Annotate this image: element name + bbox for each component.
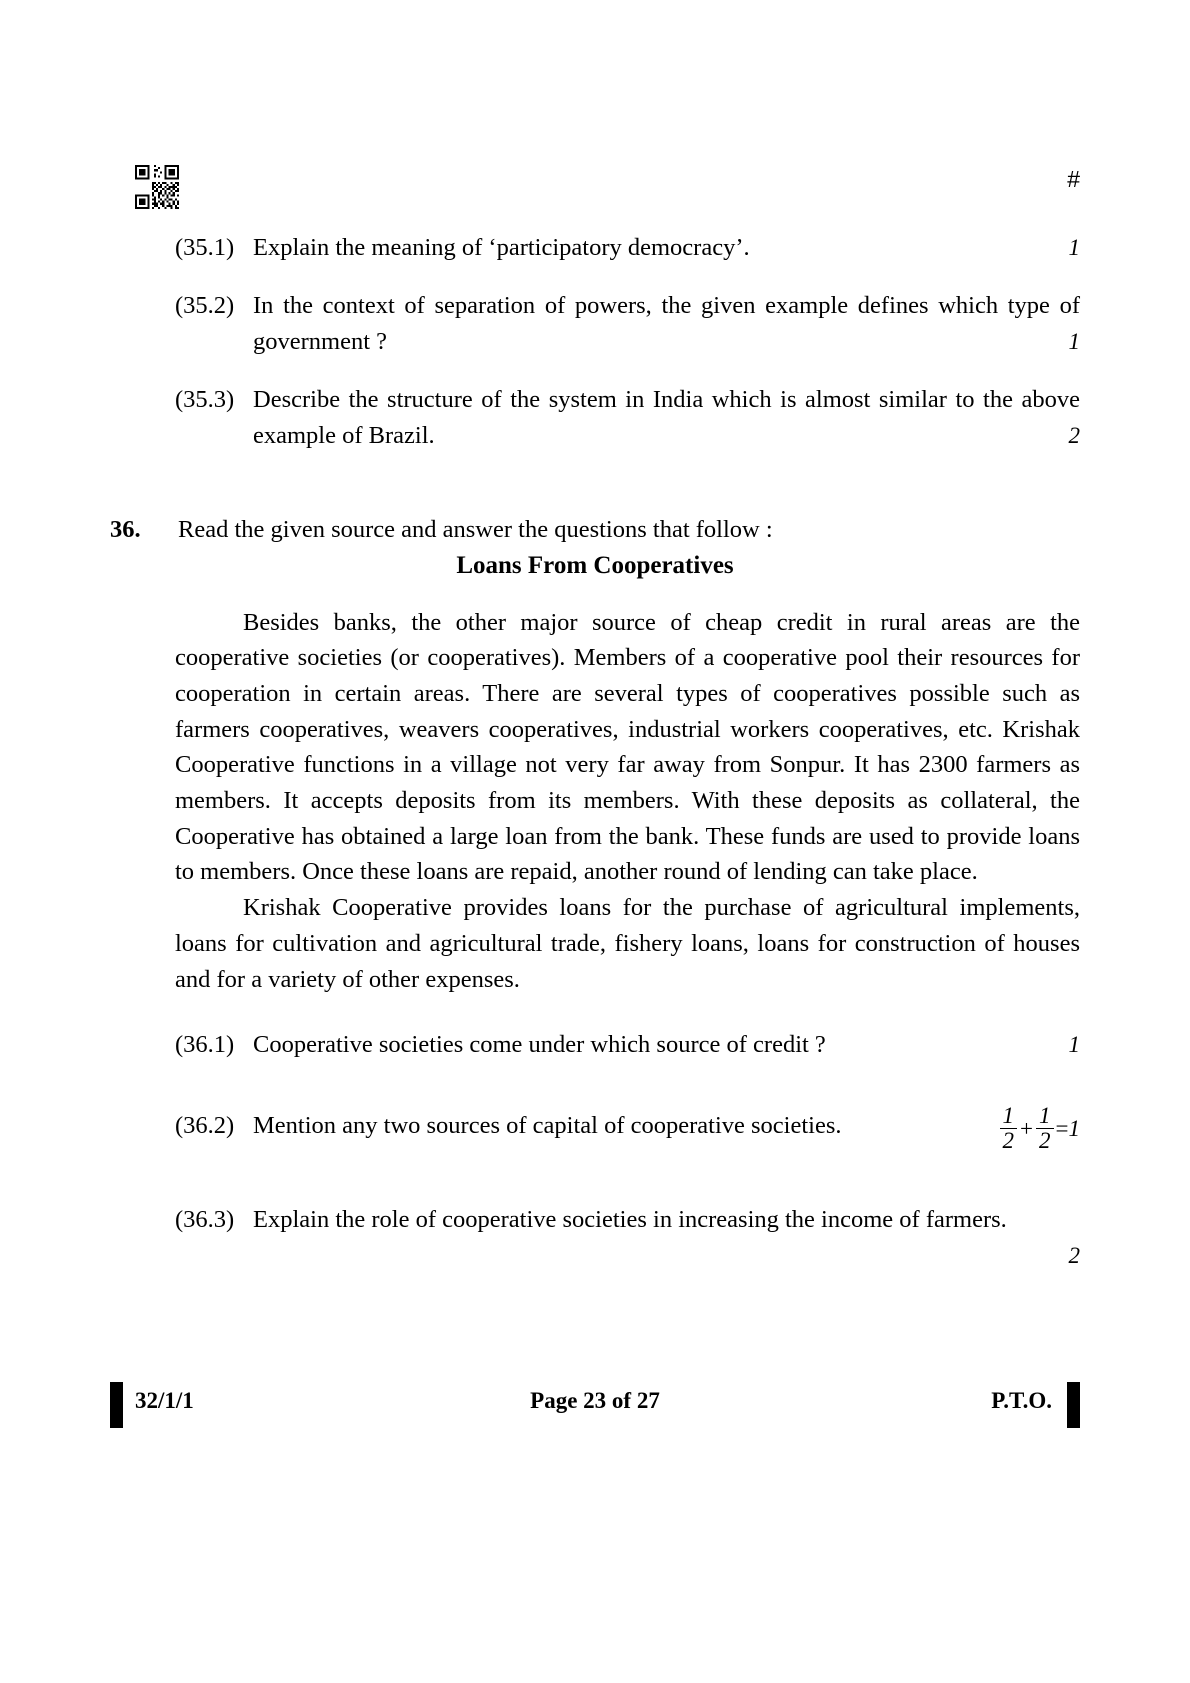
fraction-result: 1 xyxy=(1068,1116,1080,1142)
source-paragraph-2: Krishak Cooperative provides loans for the purchase of agricultural implements, loans for cultivation and agricultural trade, fishery loans, loans for construction of houses and for a variety of other expenses. xyxy=(175,894,1080,993)
plus-operator: + xyxy=(1020,1116,1034,1142)
question-label: (35.2) xyxy=(175,292,235,319)
question-text: In the context of separation of powers, the given example defines which type of government ? xyxy=(253,292,1080,355)
question-instruction: Read the given source and answer the questions that follow : xyxy=(178,516,773,543)
marks-value: 1 xyxy=(1068,1032,1080,1058)
fraction-numerator: 1 xyxy=(1002,1103,1015,1129)
question-text: Mention any two sources of capital of cooperative societies. xyxy=(253,1112,842,1140)
footer-bar-right xyxy=(1067,1382,1080,1428)
marks-fraction-expression xyxy=(999,1104,1080,1153)
fraction-denominator: 2 xyxy=(1000,1128,1018,1153)
marks-value: 1 xyxy=(1068,329,1080,354)
fraction-denominator: 2 xyxy=(1036,1128,1054,1153)
fraction-half-second xyxy=(1036,1104,1054,1153)
question-item-36-3 xyxy=(0,1202,1190,1269)
question-item-36-1 xyxy=(0,1027,1190,1063)
hash-mark: # xyxy=(1067,166,1080,192)
question-item-36-2 xyxy=(0,1103,1190,1154)
page-number: Page 23 of 27 xyxy=(530,1388,660,1413)
question-label: (35.3) xyxy=(175,386,235,413)
question-number: 36. xyxy=(110,516,141,543)
marks-value: 2 xyxy=(1068,423,1080,448)
question-item-35-1 xyxy=(0,230,1190,266)
paper-code: 32/1/1 xyxy=(135,1388,194,1413)
pto-label: P.T.O. xyxy=(991,1388,1052,1413)
question-text: Describe the structure of the system in India which is almost similar to the above example of Brazil. xyxy=(253,386,1080,449)
question-label: (36.1) xyxy=(175,1031,235,1059)
question-label: (36.2) xyxy=(175,1112,235,1140)
source-title: Loans From Cooperatives xyxy=(456,552,734,579)
question-text: Cooperative societies come under which source of credit ? xyxy=(253,1031,826,1059)
equals-operator: = xyxy=(1055,1116,1069,1142)
source-paragraph-1: Besides banks, the other major source of cheap credit in rural areas are the cooperative societies (or cooperatives). Members of a cooperative pool their resources for cooperation in certain areas. There are several types of cooperatives possible such as farmers cooperatives, weavers cooperatives, industrial workers cooperatives, etc. Krishak Cooperative functions in a village not very far away from Sonpur. It has 2300 farmers as members. It accepts deposits from its members. With these deposits as collateral, the Cooperative has obtained a large loan from the bank. These funds are used to provide loans to members. Once these loans are repaid, another round of lending can take place. xyxy=(175,608,1080,886)
marks-value: 1 xyxy=(1068,235,1080,260)
question-item-35-2 xyxy=(0,288,1190,360)
marks-value: 2 xyxy=(1068,1243,1080,1269)
page-footer xyxy=(110,1382,1080,1428)
question-36-header xyxy=(0,512,1190,548)
qr-code-icon xyxy=(135,165,179,209)
question-item-35-3 xyxy=(0,382,1190,454)
fraction-half-first xyxy=(1000,1104,1018,1153)
question-text: Explain the role of cooperative societies in increasing the income of farmers. xyxy=(253,1206,1007,1234)
page-header xyxy=(135,160,1080,220)
question-label: (36.3) xyxy=(175,1206,235,1234)
fraction-numerator: 1 xyxy=(1039,1103,1051,1129)
question-label: (35.1) xyxy=(175,234,235,261)
page-content xyxy=(0,230,1190,1269)
question-text: Explain the meaning of ‘participatory democracy’. xyxy=(253,234,750,261)
